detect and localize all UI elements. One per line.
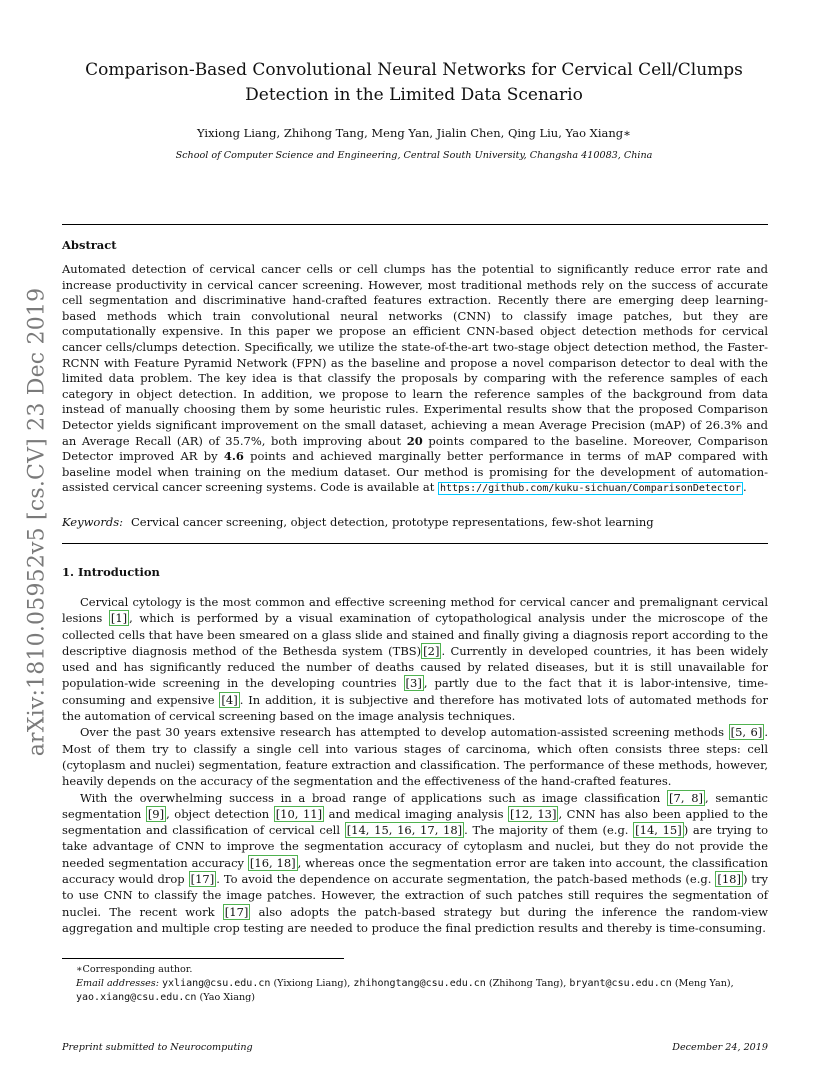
citation-link[interactable]: [1] <box>110 611 128 626</box>
paragraph-text: , object detection <box>166 806 274 821</box>
abstract-body <box>62 262 768 497</box>
paragraph-text: . The majority of them (e.g. <box>464 823 634 838</box>
footer-preprint-note: Preprint submitted to Neurocomputing <box>62 1042 253 1053</box>
citation-link[interactable]: [14, 15] <box>635 823 682 838</box>
paragraph-text: . In addition, it is subjective and therefore has motivated lots of automated methods for the automation of cervical screening based on the image analysis techniques. <box>62 692 768 724</box>
citation-link[interactable]: [18] <box>717 872 741 887</box>
keywords-text: Cervical cancer screening, object detection, prototype representations, few-shot learning <box>131 515 654 529</box>
footnote-divider <box>62 958 344 959</box>
email-list <box>76 978 734 1003</box>
paragraph-text: , CNN has also been applied to the segmentation and classification of cervical cell <box>62 806 768 838</box>
arxiv-identifier: arXiv:1810.05952v5 [cs.CV] 23 Dec 2019 <box>24 287 50 757</box>
paragraph-text: . To avoid the dependence on accurate segmentation, the patch-based methods (e.g. <box>216 872 716 887</box>
email-addresses <box>62 977 768 1005</box>
top-divider <box>62 224 768 225</box>
email-label: Email addresses: <box>76 978 159 989</box>
section-heading-introduction: 1. Introduction <box>62 565 160 579</box>
citation-link[interactable]: [7, 8] <box>669 790 704 805</box>
keywords-label: Keywords: <box>62 515 123 529</box>
corresponding-author-note: ∗Corresponding author. <box>76 964 193 975</box>
abstract-bottom-divider <box>62 543 768 544</box>
paragraph-text: also adopts the patch-based strategy but during the inference the random-view aggregation and multiple crop testing are needed to produce the final prediction results and thereby is time-consuming. <box>62 904 768 935</box>
email-owner: (Yao Xiang) <box>196 992 256 1003</box>
email-address[interactable]: zhihongtang@csu.edu.cn <box>353 978 486 989</box>
footnote <box>62 963 768 1005</box>
paragraph-text: , semantic segmentation <box>62 790 768 821</box>
citation-link[interactable]: [17] <box>190 872 215 887</box>
abstract-heading: Abstract <box>62 238 117 252</box>
citation-link[interactable]: [2] <box>423 643 440 658</box>
paragraph-text: . Currently in developed countries, it has been widely used and has significantly reduced the number of deaths caused by related diseases, but it is still unavailable for population-wide screening in the developing countries <box>62 643 768 691</box>
email-owner: (Meng Yan), <box>671 978 734 989</box>
email-address[interactable]: bryant@csu.edu.cn <box>569 978 672 989</box>
introduction-body <box>62 594 768 936</box>
paragraph-text: and medical imaging analysis <box>324 806 509 821</box>
email-owner: (Zhihong Tang), <box>485 978 570 989</box>
abstract-text-4: . <box>743 480 747 495</box>
paragraph-text: ) are trying to take advantage of CNN to improve the segmentation accuracy of cytoplasm and nuclei, but they do not provide the needed segmentation accuracy <box>62 823 768 870</box>
keywords <box>62 515 768 529</box>
paragraph-text: . Most of them try to classify a single cell into various stages of carcinoma, which often consists three steps: cell (cytoplasm and nuclei) segmentation, feature extraction and classification. The performance of these methods, however, heavily depends on the accuracy of the segmentation and the effectiveness of the hand-crafted features. <box>62 725 768 789</box>
intro-paragraph-1 <box>62 594 768 724</box>
paragraph-text: , whereas once the segmentation error are taken into account, the classification accuracy would drop <box>62 855 768 887</box>
paper-title: Comparison-Based Convolutional Neural Networks for Cervical Cell/Clumps Detection in the Limited Data Scenario <box>85 60 743 105</box>
code-repository-link[interactable]: https://github.com/kuku-sichuan/ComparisonDetector <box>439 483 742 495</box>
citation-link[interactable]: [10, 11] <box>275 806 323 821</box>
abstract-text-3: points and achieved marginally better performance in terms of mAP compared with baseline model when training on the medium dataset. Our method is promising for the development of automation-assisted cervical cancer screening systems. Code is available at <box>62 449 768 495</box>
author-list: Yixiong Liang, Zhihong Tang, Meng Yan, Jialin Chen, Qing Liu, Yao Xiang∗ <box>197 126 631 140</box>
abstract-bold-1: 20 <box>406 433 423 448</box>
citation-link[interactable]: [17] <box>224 904 249 919</box>
email-owner: (Yixiong Liang), <box>270 978 354 989</box>
citation-link[interactable]: [9] <box>147 806 165 821</box>
paragraph-text: Cervical cytology is the most common and effective screening method for cervical cancer and premalignant cervical lesions <box>62 595 768 626</box>
abstract-text-1: Automated detection of cervical cancer cells or cell clumps has the potential to significantly reduce error rate and increase productivity in cervical cancer screening. However, most traditional methods rely on the success of accurate cell segmentation and discriminative hand-crafted features extraction. Recently there are emerging deep learning-based methods which train convolutional neural networks (CNN) to classify image patches, but they are computationally expensive. In this paper we propose an efficient CNN-based object detection methods for cervical cancer cells/clumps detection. Specifically, we utilize the state-of-the-art two-stage object detection method, the Faster-RCNN with Feature Pyramid Network (FPN) as the baseline and propose a novel comparison detector to deal with the limited data problem. The key idea is that classify the proposals by comparing with the reference samples of each category in object detection. In addition, we propose to learn the reference samples of the background from data instead of manually choosing them by some heuristic rules. Experimental results show that the proposed Comparison Detector yields significant improvement on the small dataset, achieving a mean Average Precision (mAP) of 26.3% and an Average Recall (AR) of 35.7%, both improving about <box>62 262 768 448</box>
citation-link[interactable]: [4] <box>221 692 238 707</box>
email-address[interactable]: yao.xiang@csu.edu.cn <box>76 992 197 1003</box>
citation-link[interactable]: [3] <box>405 676 422 691</box>
footer-date: December 24, 2019 <box>672 1042 768 1053</box>
email-address[interactable]: yxliang@csu.edu.cn <box>162 978 271 989</box>
citation-link[interactable]: [16, 18] <box>249 855 296 870</box>
affiliation: School of Computer Science and Engineering, Central South University, Changsha 410083, China <box>175 150 653 161</box>
paragraph-text: , partly due to the fact that it is labor-intensive, time-consuming and expensive <box>62 676 768 707</box>
paragraph-text: , which is performed by a visual examination of cytopathological analysis under the microscope of the collected cells that have been smeared on a glass slide and stained and finally giving a diagnosis report according to the descriptive diagnosis method of the Bethesda system (TBS) <box>62 611 768 658</box>
paragraph-text: Over the past 30 years extensive research has attempted to develop automation-assisted screening methods <box>80 725 729 740</box>
abstract-bold-2: 4.6 <box>223 449 244 464</box>
citation-link[interactable]: [12, 13] <box>510 806 557 821</box>
intro-paragraph-3 <box>62 790 768 937</box>
citation-link[interactable]: [5, 6] <box>730 725 763 740</box>
arxiv-sidebar-stamp <box>22 284 52 760</box>
intro-paragraph-2 <box>62 724 768 789</box>
abstract-text-2: points compared to the baseline. Moreover, Comparison Detector improved AR by <box>62 433 768 464</box>
paragraph-text: With the overwhelming success in a broad range of applications such as image classification <box>80 790 668 805</box>
citation-link[interactable]: [14, 15, 16, 17, 18] <box>346 823 463 838</box>
paragraph-text: ) try to use CNN to classify the image patches. However, the extraction of such patches still requires the segmentation of nuclei. The recent work <box>62 872 768 919</box>
